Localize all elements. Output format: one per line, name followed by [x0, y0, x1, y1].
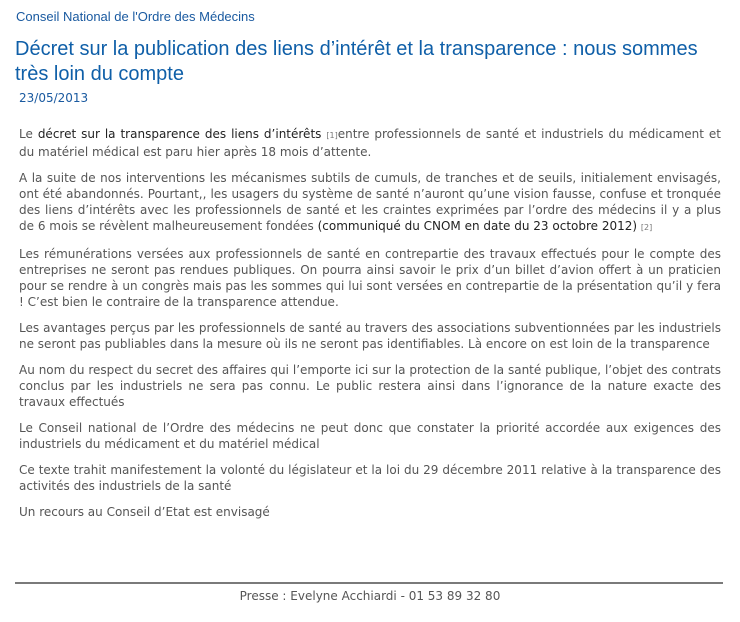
publication-date: 23/05/2013 [19, 91, 89, 105]
press-contact: Presse : Evelyne Acchiardi - 01 53 89 32 80 [239, 589, 501, 603]
paragraph-4: Les avantages perçus par les professionnels de santé au travers des associations subventionnées par les industriels ne seront pas publiables dans la mesure où ils ne seront pas identifiables. Là encore on est loin de la transparence [19, 321, 721, 351]
cnom-communique-ref: (communiqué du CNOM en date du 23 octobre 2012) [317, 219, 638, 233]
decree-link[interactable]: décret sur la transparence des liens d’intérêts [37, 127, 322, 141]
article-body [19, 126, 721, 530]
organization-name: Conseil National de l'Ordre des Médecins [16, 9, 255, 24]
paragraph-2 [19, 170, 721, 236]
paragraph-7: Ce texte trahit manifestement la volonté du législateur et la loi du 29 décembre 2011 relative à la transparence des activités des industriels de la santé [19, 463, 721, 493]
paragraph-6: Le Conseil national de l’Ordre des médecins ne peut donc que constater la priorité accordée aux exigences des industriels du médicament et du matériel médical [19, 421, 721, 451]
article-title: Décret sur la publication des liens d’intérêt et la transparence : nous sommes très loin du compte [15, 38, 698, 85]
paragraph-1-lead: Le [19, 127, 38, 141]
footer-divider [15, 582, 723, 584]
footnote-ref-2[interactable]: [2] [640, 223, 653, 232]
paragraph-3: Les rémunérations versées aux professionnels de santé en contrepartie des travaux effectués pour le compte des entreprises ne seront pas rendues publiques. On pourra ainsi savoir le prix d’un billet d’avion offert à un praticien pour se rendre à un congrès mais pas les sommes qui lui sont versées en contrepartie de la présentation qu’il y fera ! C’est bien le contraire de la transparence attendue. [19, 247, 721, 309]
paragraph-5: Au nom du respect du secret des affaires qui l’emporte ici sur la protection de la santé publique, l’objet des contrats conclus par les industriels ne sera pas connu. Le public restera ainsi dans l’ignorance de la nature exacte des travaux effectués [19, 363, 721, 409]
paragraph-1-text: entre professionnels de santé et industriels du médicament et du matériel médical est paru hier après 18 mois d’attente. [19, 127, 722, 159]
footnote-ref-1[interactable]: [1] [326, 131, 338, 140]
paragraph-2-text: A la suite de nos interventions les mécanismes subtils de cumuls, de tranches et de seuils, initialement envisagés, ont été abandonnés. Pourtant,, les usagers du système de santé n’auront qu’une vision fausse, confuse et tronquée des liens d’intérêts avec les professionnels de santé et les craintes exprimées par l’ordre des médecins il y a plus de 6 mois se révèlent malheureusement fondées [19, 171, 721, 233]
paragraph-1 [19, 126, 721, 160]
paragraph-8: Un recours au Conseil d’Etat est envisagé [19, 505, 270, 519]
